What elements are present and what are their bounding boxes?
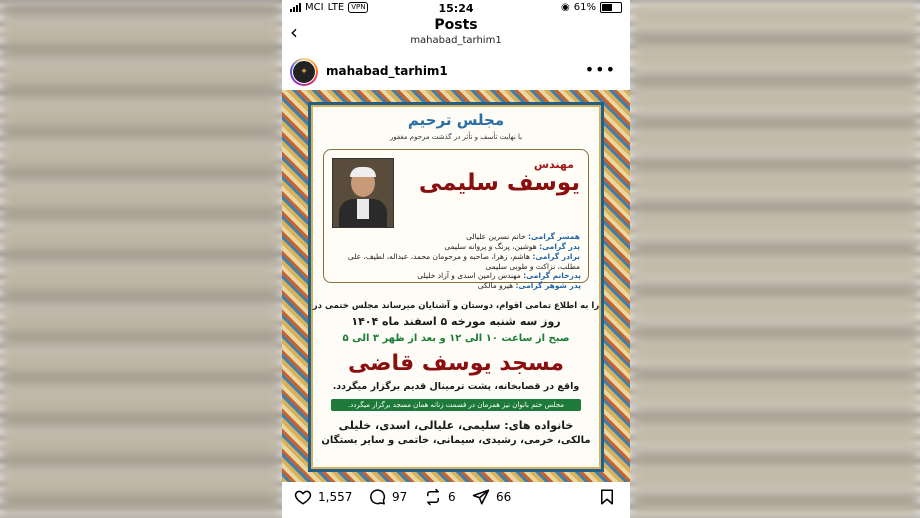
avatar[interactable] [290,58,318,86]
women-note-banner: مجلس ختم بانوان نیز همزمان در قسمت زنانه همان مسجد برگزار میگردد. [331,399,581,411]
relative-line: برادر گرامی: هاشم، زهرا، صاحبه و مرحومان محمد، عبداله، لطیف، علی [347,252,580,261]
send-icon [472,488,490,506]
poster-content [308,102,604,472]
instagram-screen [282,0,630,518]
status-bar [282,0,630,16]
deceased-name: یوسف سلیمی [418,170,580,196]
save-button[interactable] [598,488,616,509]
heart-icon [294,488,312,506]
poster-title: مجلس ترحیم [407,111,505,129]
ceremony-date: روز سه شنبه مورخه ۵ اسفند ماه ۱۴۰۴ [351,315,561,328]
relative-line: پدرخانم گرامی: مهندس رامین اسدی و آزاد خلیلی [417,271,581,280]
like-button[interactable] [294,488,352,506]
avatar-logo-icon: ✦ [292,60,316,84]
alarm-icon: ◉ [561,2,570,13]
share-count: 66 [496,490,512,504]
page-header [282,16,630,52]
more-icon[interactable]: ••• [584,60,616,79]
comment-button[interactable] [368,488,407,506]
relative-line: پدر گرامی: هوشین، پرنگ و پروانه سلیمی [444,242,580,251]
post-header [282,56,630,88]
post-image[interactable] [282,90,630,482]
post-actions [282,488,630,510]
mosque-name: مسجد یوسف قاضی [348,351,564,376]
location-text: واقع در قصابخانه، پشت ترمینال قدیم برگزار میگردد. [332,381,580,392]
chevron-left-icon[interactable]: ‹ [290,20,298,44]
relative-line: پدر شوهر گرامی: هیرو مالکی [477,281,581,290]
comment-count: 97 [392,490,408,504]
deceased-photo [332,158,394,228]
repost-count: 6 [448,490,456,504]
post-username[interactable]: mahabad_tarhim1 [326,64,448,78]
network-label: LTE [327,2,345,13]
blurred-background-right [630,0,920,518]
carrier-label: MCI [305,2,324,13]
poster-intro: با نهایت تأسف و تأثر در گذشت مرحوم مغفور [389,133,523,141]
relative-line: همسر گرامی: خانم نسرین علیالی [466,232,580,241]
comment-icon [368,488,386,506]
repost-icon [424,488,442,506]
families-line-2: مالکی، خرمی، رشیدی، سیمانی، خاتمی و سایر بستگان [321,435,591,446]
like-count: 1,557 [318,490,353,504]
ceremony-hours: صبح از ساعت ۱۰ الی ۱۲ و بعد از ظهر ۳ الی ۵ [342,333,570,344]
battery-icon [600,2,622,13]
page-subtitle: mahabad_tarhim1 [410,35,502,46]
announcement: را به اطلاع تمامی اقوام، دوستان و آشنایان میرساند مجلس ختمی در [312,301,600,311]
vpn-badge: VPN [348,2,368,13]
blurred-background-left [0,0,282,518]
deceased-card [323,149,589,283]
page-title: Posts [434,17,478,33]
families-line-1: خانواده های: سلیمی، علیالی، اسدی، خلیلی [338,419,574,432]
relative-line: مطلب، نزاکت و طوبی سلیمی [485,262,580,271]
bookmark-icon [598,488,616,506]
battery-percent: 61% [573,2,596,13]
title-engineer: مهندس [533,158,574,171]
clock: 15:24 [438,2,474,15]
repost-button[interactable] [424,488,456,506]
share-button[interactable] [472,488,511,506]
